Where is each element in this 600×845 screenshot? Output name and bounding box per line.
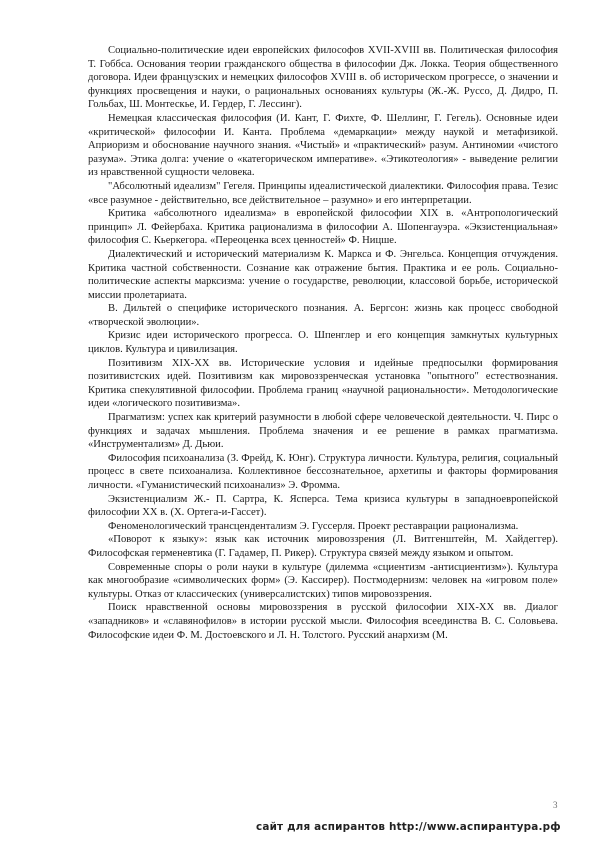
paragraph: Немецкая классическая философия (И. Кант, Г. Фихте, Ф. Шеллинг, Г. Гегель). Основные идеи «критической» философии И. Канта. Проблема «демаркации» между наукой и метафизикой. Априоризм и обоснование научного знания. «Чистый» и «практический» разум. Антиномии «чистого разума». Этика долга: учение о «категорическом императиве». «Этикотеология» - выведение религии из нравственной сущности человека. (88, 112, 558, 179)
paragraph: Поиск нравственной основы мировоззрения в русской философии XIX-XX вв. Диалог «западников» и «славянофилов» в истории русской мысли. Философия всеединства В. С. Соловьева. Философские идеи Ф. М. Достоевского и Л. Н. Толстого. Русский анархизм (М. (88, 602, 558, 641)
page-body (88, 44, 558, 642)
page-number: 3 (553, 800, 558, 810)
paragraph: Экзистенциализм Ж.- П. Сартра, К. Ясперса. Тема кризиса культуры в западноевропейской философии XX в. (Х. Ортега-и-Гассет). (88, 493, 558, 519)
footer-text: сайт для аспирантов http://www.аспирантура.рф (256, 821, 561, 833)
paragraph: Критика «абсолютного идеализма» в европейской философии XIX в. «Антропологический принцип» Л. Фейербаха. Критика рационализма в философии А. Шопенгауэра. «Экзистенциальная» философия С. Кьеркегора. «Переоценка всех ценностей» Ф. Ницше. (88, 208, 558, 247)
paragraph: Современные споры о роли науки в культуре (дилемма «сциентизм -антисциентизм»). Культура как многообразие «символических форм» (Э. Кассирер). Постмодернизм: человек на «игровом поле» культуры. Отказ от классических (универсалистских) типов мировоззрения. (88, 561, 558, 600)
paragraph: Диалектический и исторический материализм К. Маркса и Ф. Энгельса. Концепция отчуждения. Критика частной собственности. Сознание как отражение бытия. Практика и ее роль. Социально-политические аспекты марксизма: учение о государстве, революции, классовой борьбе, исторической миссии пролетариата. (88, 248, 558, 301)
paragraph: Феноменологический трансцендентализм Э. Гуссерля. Проект реставрации рационализма. (108, 520, 519, 532)
paragraph: Позитивизм XIX-XX вв. Исторические условия и идейные предпосылки формирования позитивистских идей. Позитивизм как мировоззренческая установка "опытного" естествознания. Критика спекулятивной философии. Проблема границ «научной рациональности». Методологические идеи «логического позитивизма». (88, 357, 558, 410)
paragraph: Прагматизм: успех как критерий разумности в любой сфере человеческой деятельности. Ч. Пирс о функциях и задачах мышления. Проблема значения и ее решение в рамках прагматизма. «Инструментализм» Д. Дьюи. (88, 412, 558, 451)
paragraph: «Поворот к языку»: язык как источник мировоззрения (Л. Витгенштейн, М. Хайдеггер). Философская герменевтика (Г. Гадамер, П. Рикер). Структура связей между языком и опытом. (88, 534, 558, 559)
paragraph: Социально-политические идеи европейских философов XVII-XVIII вв. Политическая философия Т. Гоббса. Основания теории гражданского общества в философии Дж. Локка. Теория общественного договора. Идеи французских и немецких философов XVIII в. об историческом прогрессе, о значении и функциях просвещения и науки, о рациональных основаниях культуры (Ж.-Ж. Руссо, Д. Дидро, П. Гольбах, Ш. Монтескье, И. Гердер, Г. Лессинг). (88, 45, 558, 111)
paragraph: "Абсолютный идеализм" Гегеля. Принципы идеалистической диалектики. Философия права. Тезис «все разумное - действительно, все действительное – разумно» и его интерпретации. (88, 180, 558, 206)
paragraph: Философия психоанализа (З. Фрейд, К. Юнг). Структура личности. Культура, религия, социальный процесс в свете психоанализа. Коллективное бессознательное, архетипы и факторы формирования личности. «Гуманистический психоанализ» Э. Фромма. (88, 452, 558, 491)
paragraph: Кризис идеи исторического прогресса. О. Шпенглер и его концепция замкнутых культурных циклов. Культура и цивилизация. (88, 330, 558, 356)
paragraph: В. Дильтей о специфике исторического познания. А. Бергсон: жизнь как процесс свободной «творческой эволюции». (88, 303, 558, 328)
